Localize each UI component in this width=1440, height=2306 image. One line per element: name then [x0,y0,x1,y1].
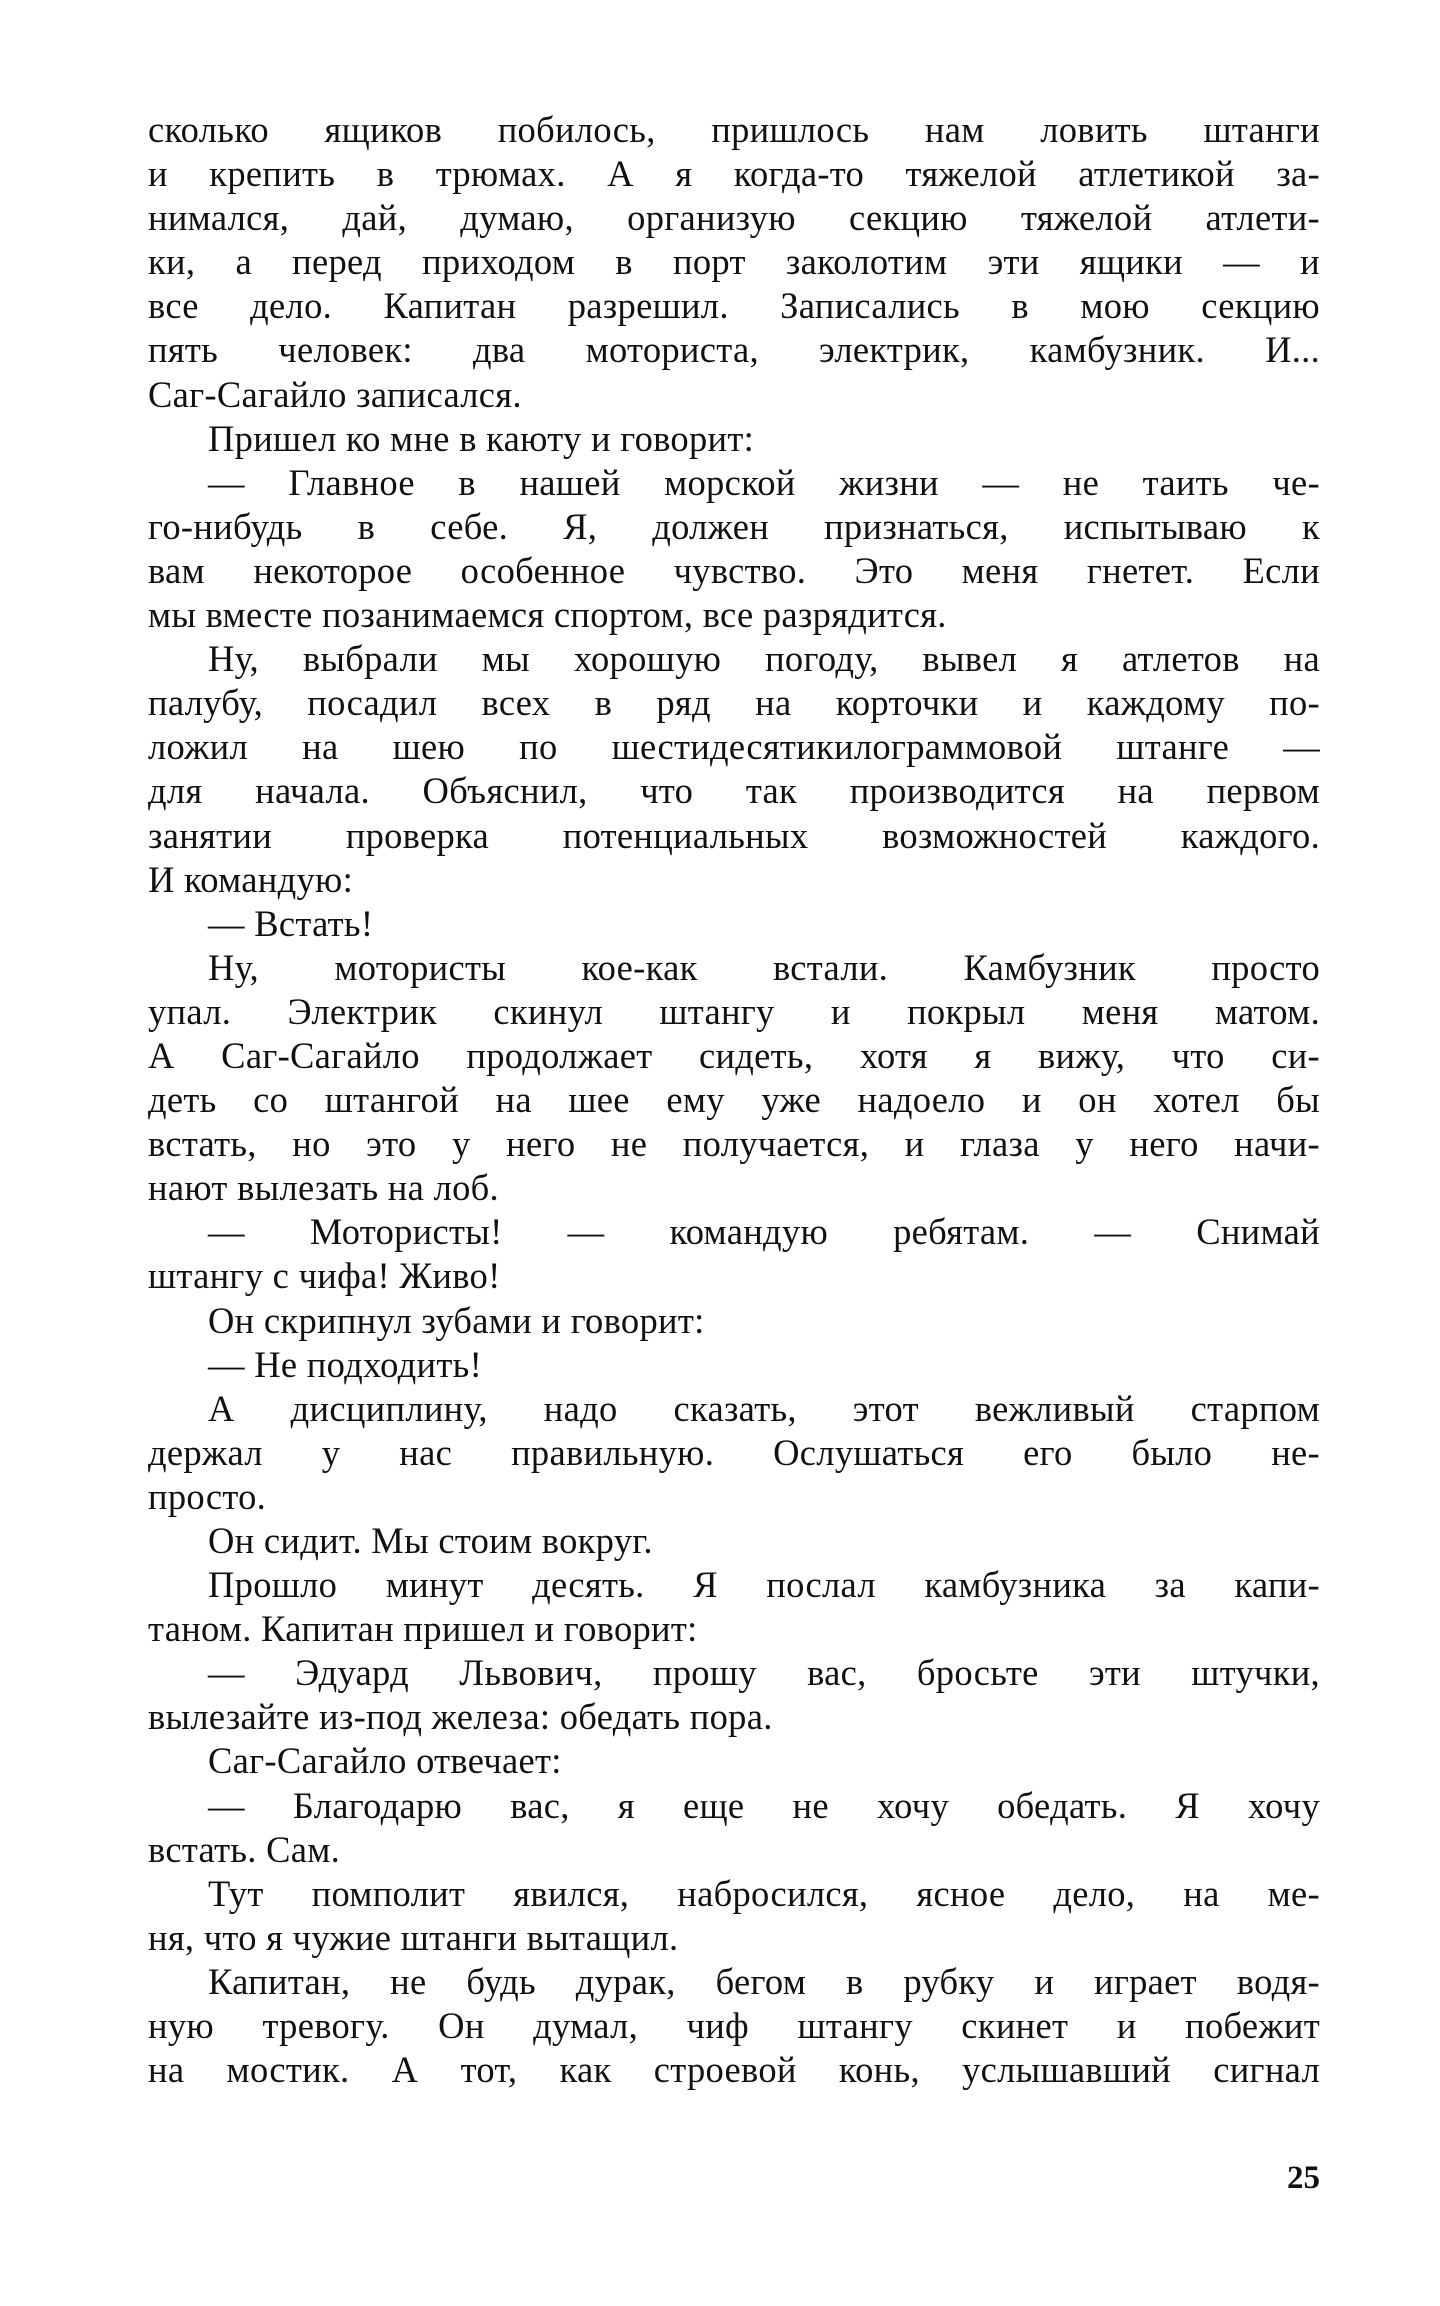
text-line: встать. Сам. [148,1828,341,1870]
text-line: Он сидит. Мы стоим вокруг. [208,1520,653,1561]
text-line: ложил на шею по шестидесятикилограммовой штанге — [148,726,1320,768]
text-line: ки, а перед приходом в порт заколотим эти ящики — и [148,241,1320,283]
text-line: Ну, выбрали мы хорошую погоду, вывел я атлетов на [208,638,1320,680]
text-line: И командую: [148,858,354,900]
text-line: Пришел ко мне в каюту и говорит: [208,417,755,459]
text-line: вам некоторое особенное чувство. Это меня гнетет. Если [148,549,1320,591]
text-line: для начала. Объяснил, что так производится на первом [148,770,1320,812]
text-line: — Встать! [208,902,374,944]
text-line: Саг-Сагайло отвечает: [208,1740,562,1782]
text-line: го-нибудь в себе. Я, должен признаться, испытываю к [148,505,1320,547]
text-line: упал. Электрик скинул штангу и покрыл меня матом. [148,990,1320,1032]
text-line: Прошло минут десять. Я послал камбузника за капи- [208,1564,1320,1606]
text-line: на мостик. А тот, как строевой конь, услышавший сигнал [148,2049,1320,2091]
text-line: ня, что я чужие штанги вытащил. [148,1916,679,1958]
text-line: таном. Капитан пришел и говорит: [148,1608,698,1650]
text-line: нают вылезать на лоб. [148,1167,499,1209]
text-line: и крепить в трюмах. А я когда-то тяжелой атлетикой за- [148,153,1320,195]
text-line: ную тревогу. Он думал, чиф штангу скинет и побежит [148,2005,1320,2047]
text-line: — Мотористы! — командую ребятам. — Снимай [208,1211,1320,1253]
text-line: — Не подходить! [208,1343,483,1385]
text-line: вылезайте из-под железа: обедать пора. [148,1696,773,1738]
text-line: встать, но это у него не получается, и глаза у него начи- [148,1123,1320,1165]
text-line: деть со штангой на шее ему уже надоело и он хотел бы [148,1079,1320,1121]
text-line: — Главное в нашей морской жизни — не таить че- [208,461,1320,503]
text-line: держал у нас правильную. Ослушаться его было не- [148,1431,1320,1473]
text-line: Ну, мотористы кое-как встали. Камбузник просто [208,946,1320,988]
text-line: Саг-Сагайло записался. [148,373,522,415]
text-line: А Саг-Сагайло продолжает сидеть, хотя я вижу, что си- [148,1034,1320,1076]
text-line: нимался, дай, думаю, организую секцию тяжелой атлети- [148,197,1320,239]
text-line: штангу с чифа! Живо! [148,1255,501,1297]
text-line: — Благодарю вас, я еще не хочу обедать. Я хочу [208,1784,1320,1826]
page-number: 25 [1287,2160,1320,2196]
text-line: Капитан, не будь дурак, бегом в рубку и играет водя- [208,1960,1320,2002]
text-line: все дело. Капитан разрешил. Записались в мою секцию [148,285,1320,327]
text-line: просто. [148,1475,267,1517]
text-line: Тут помполит явился, набросился, ясное дело, на ме- [208,1872,1320,1914]
text-line: Он скрипнул зубами и говорит: [208,1299,705,1341]
text-line: мы вместе позанимаемся спортом, все разрядится. [148,594,947,636]
text-line: — Эдуард Львович, прошу вас, бросьте эти штучки, [208,1652,1320,1694]
text-line: А дисциплину, надо сказать, этот вежливый старпом [208,1387,1320,1429]
text-line: сколько ящиков побилось, пришлось нам ловить штанги [148,109,1320,150]
text-line: пять человек: два моториста, электрик, камбузник. И... [148,329,1320,371]
body-text [148,108,1320,2092]
text-line: занятии проверка потенциальных возможностей каждого. [148,814,1320,856]
text-line: палубу, посадил всех в ряд на корточки и каждому по- [148,682,1320,724]
